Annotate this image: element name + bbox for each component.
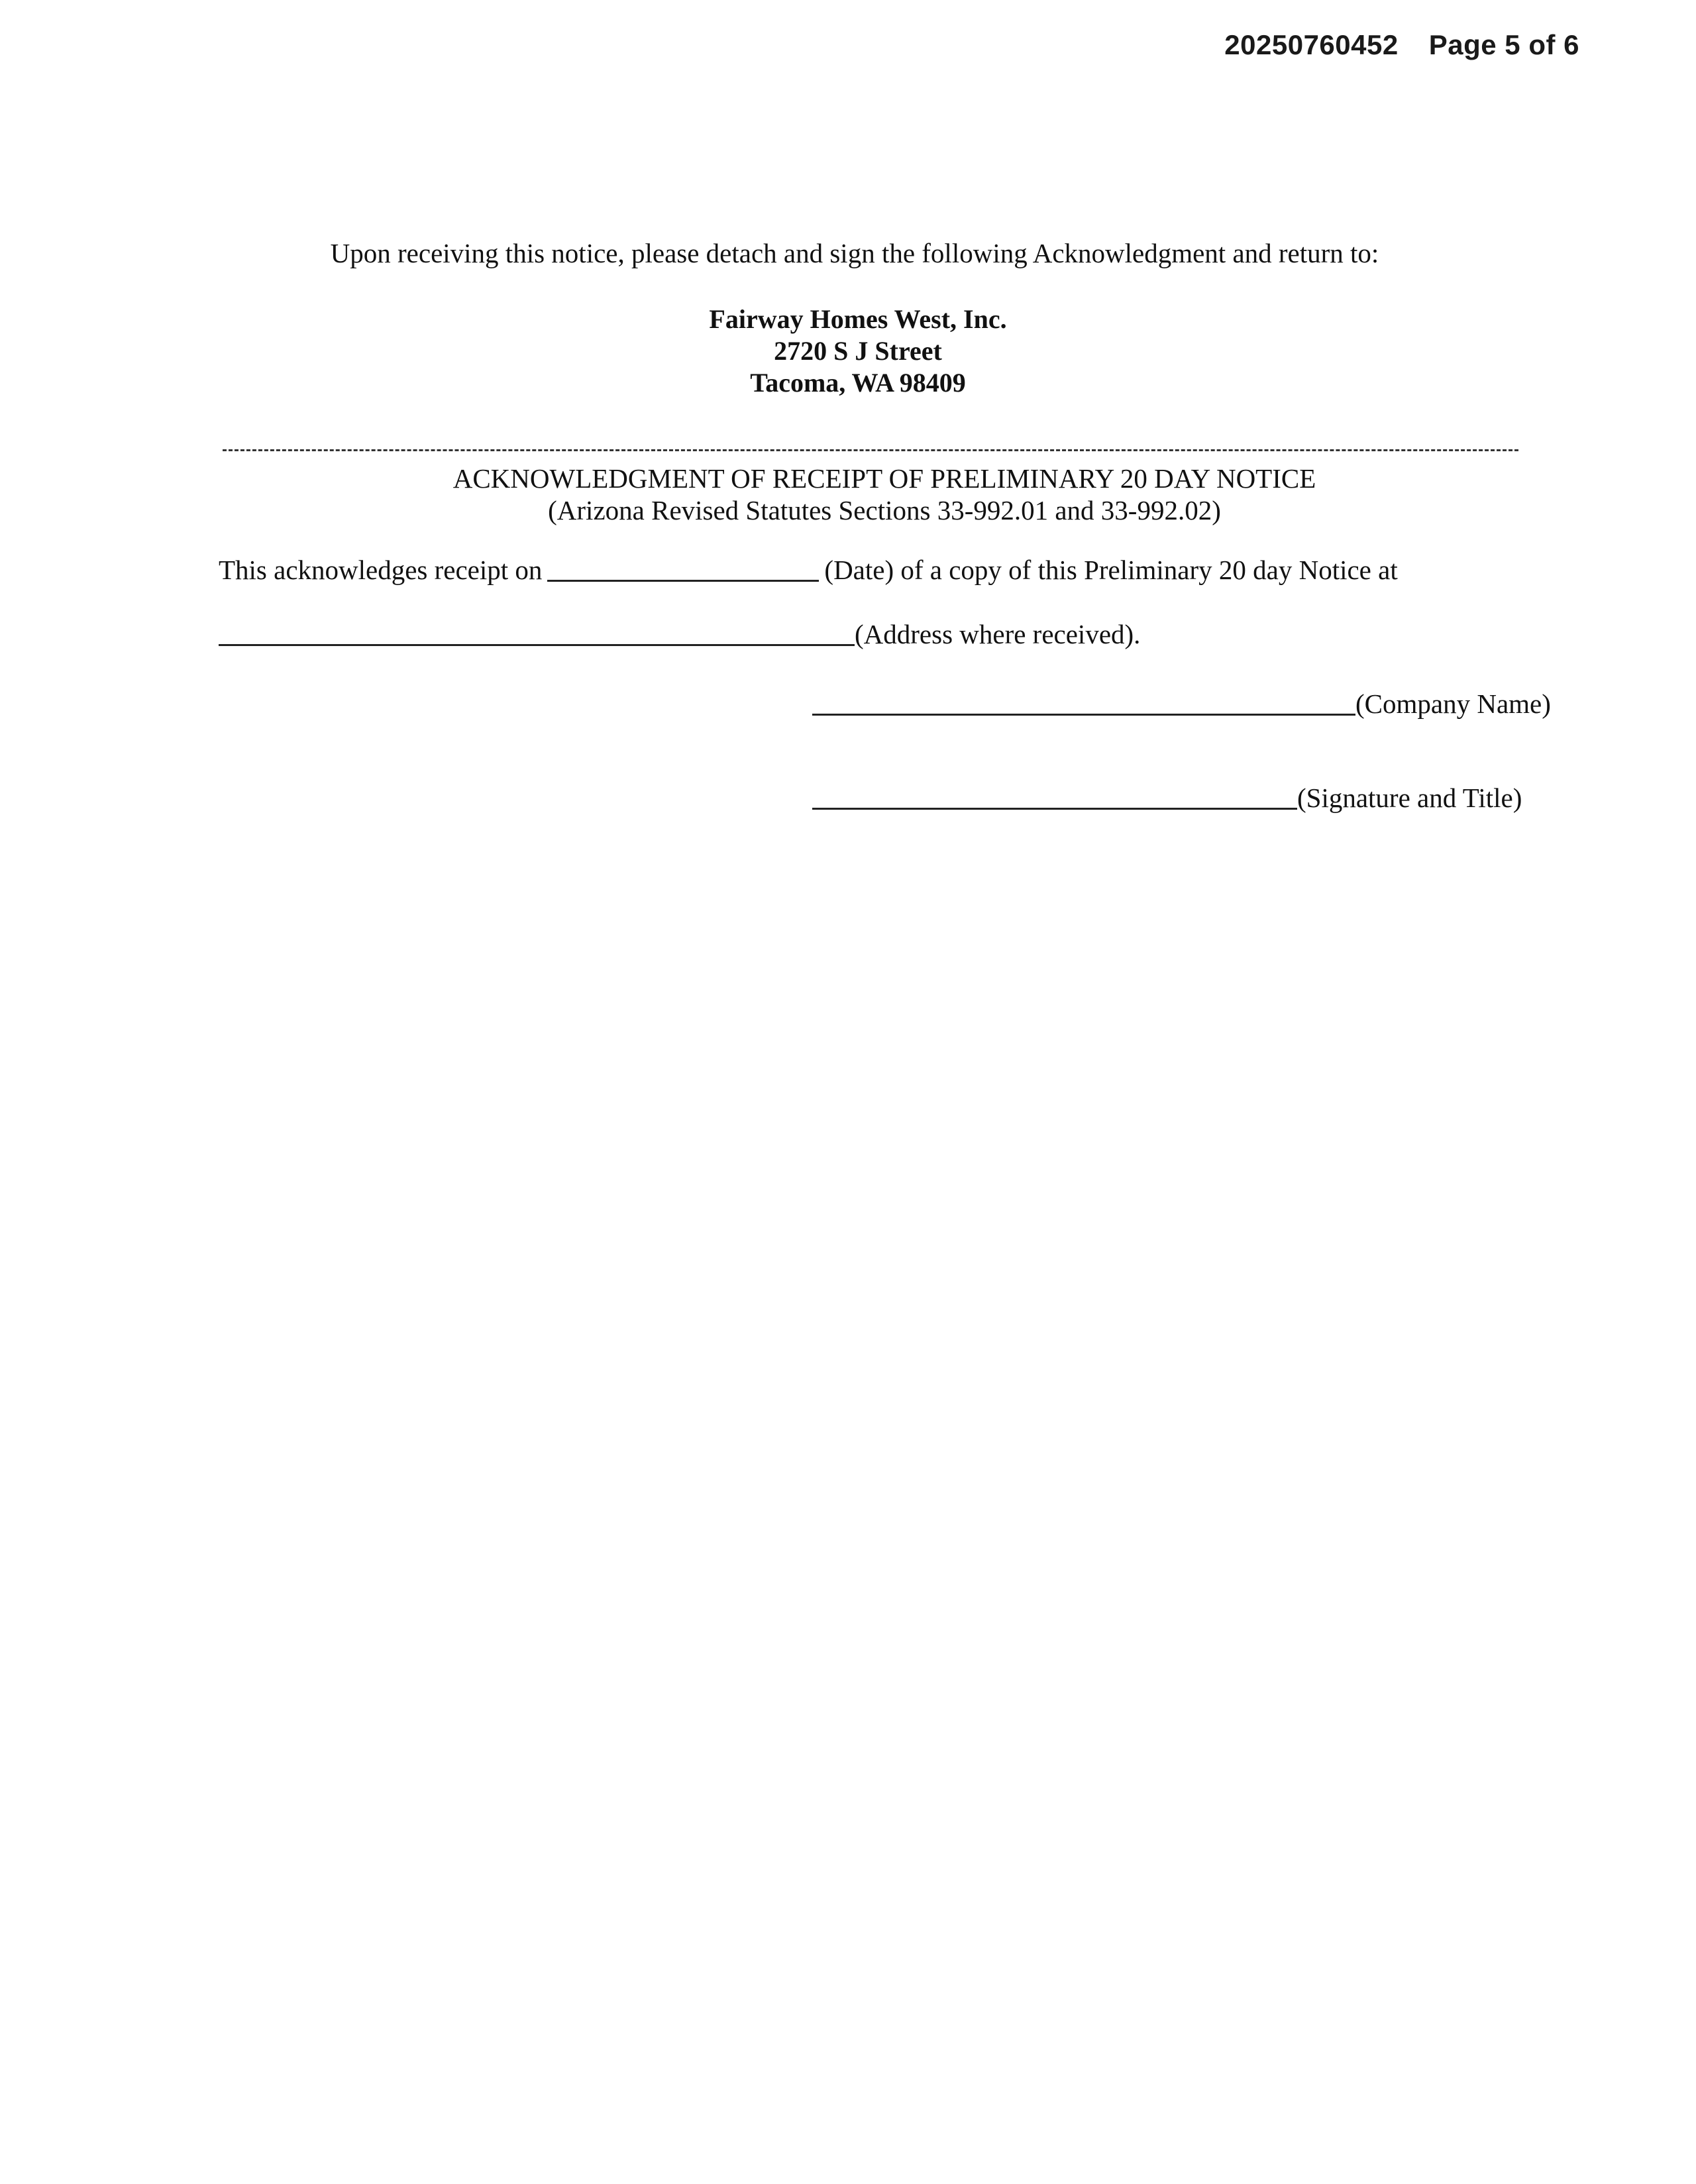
intro-instruction: Upon receiving this notice, please detach and sign the following Acknowledgment and return to: (330, 238, 1379, 268)
acknowledgment-title: ACKNOWLEDGMENT OF RECEIPT OF PRELIMINARY 20 DAY NOTICE (452, 463, 1316, 494)
acknowledgment-heading (0, 463, 1696, 526)
page-indicator: Page 5 of 6 (1428, 29, 1579, 60)
receipt-statement (219, 554, 1398, 586)
company-name-line (812, 688, 1551, 720)
signature-blank-field[interactable] (812, 808, 1297, 810)
detach-dashed-line (223, 449, 1518, 451)
return-address-block (0, 303, 1696, 399)
document-header (1224, 29, 1579, 61)
date-blank-field[interactable] (547, 580, 819, 582)
document-number: 20250760452 (1224, 29, 1399, 60)
company-name-label: (Company Name) (1355, 688, 1551, 719)
signature-label: (Signature and Title) (1297, 783, 1522, 813)
address-blank-field[interactable] (219, 644, 855, 646)
receipt-prefix: This acknowledges receipt on (219, 555, 543, 585)
address-label: (Address where received). (855, 619, 1141, 649)
acknowledgment-subtitle: (Arizona Revised Statutes Sections 33-992.01 and 33-992.02) (548, 495, 1221, 525)
company-name-blank-field[interactable] (812, 714, 1355, 716)
address-received-line (219, 618, 1140, 650)
receipt-suffix: (Date) of a copy of this Preliminary 20 day Notice at (824, 555, 1398, 585)
return-company-name: Fairway Homes West, Inc. (709, 304, 1007, 334)
return-city-state-zip: Tacoma, WA 98409 (750, 368, 966, 398)
return-street: 2720 S J Street (774, 336, 942, 366)
signature-line (812, 782, 1522, 814)
